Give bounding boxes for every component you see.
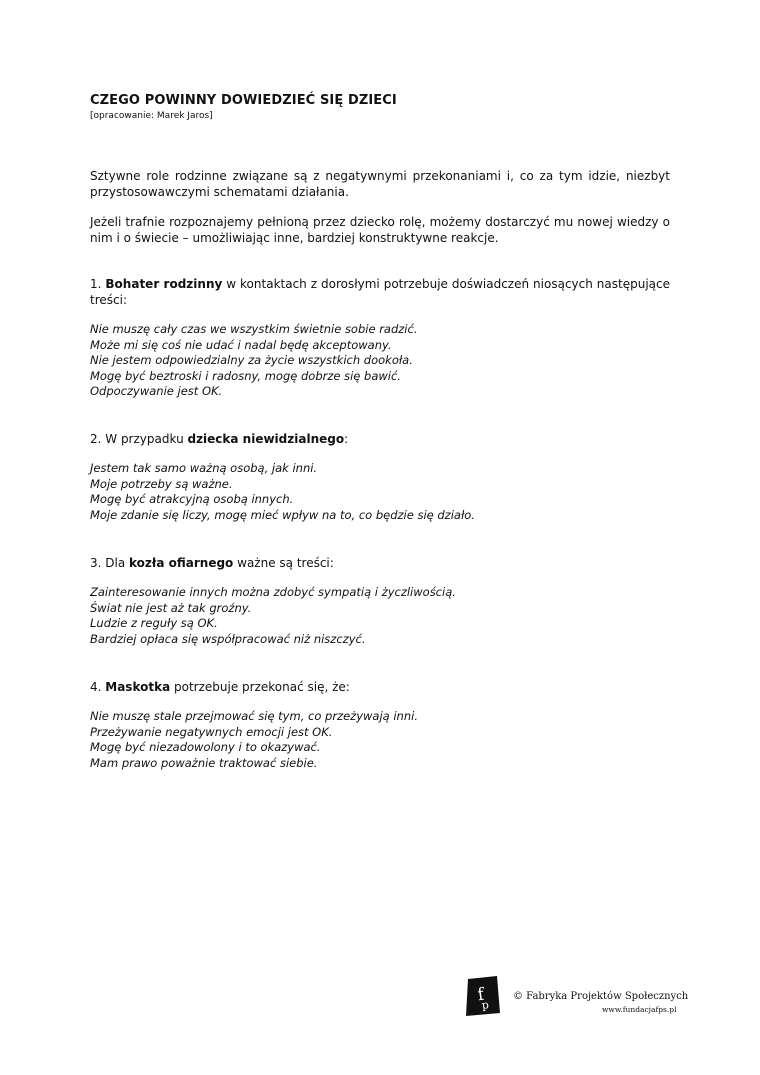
- section-3-heading-text: ważne są treści:: [233, 556, 334, 570]
- svg-text:f: f: [476, 984, 486, 1006]
- section-1-role: Bohater rodzinny: [105, 277, 223, 291]
- list-item: Nie jestem odpowiedzialny za życie wszystkich dookoła.: [90, 353, 413, 367]
- section-2-heading: [90, 431, 670, 447]
- section-3-role: kozła ofiarnego: [129, 556, 234, 570]
- list-item: Świat nie jest aż tak groźny.: [90, 600, 252, 615]
- section-3-prefix: 3. Dla: [90, 556, 130, 570]
- section-2-heading-text: :: [344, 432, 349, 446]
- page-title: CZEGO POWINNY DOWIEDZIEĆ SIĘ DZIECI: [90, 93, 397, 108]
- svg-text:p: p: [480, 998, 490, 1012]
- list-item: Może mi się coś nie udać i nadal będę akceptowany.: [90, 337, 392, 352]
- section-2-list: [90, 461, 475, 523]
- list-item: Bardziej opłaca się współpracować niż niszczyć.: [90, 631, 366, 646]
- section-2-role: dziecka niewidzialnego: [187, 432, 345, 446]
- list-item: Mogę być atrakcyjną osobą innych.: [90, 492, 294, 506]
- intro-paragraph-1: Sztywne role rodzinne związane są z negatywnymi przekonaniami i, co za tym idzie, niezbyt przystosowawczymi schematami działania.: [90, 169, 670, 199]
- list-item: Moje potrzeby są ważne.: [90, 476, 233, 491]
- section-2-prefix: 2. W przypadku: [90, 432, 188, 446]
- list-item: Mogę być niezadowolony i to okazywać.: [90, 740, 321, 754]
- section-1-heading: [90, 276, 670, 308]
- list-item: Mogę być beztroski i radosny, mogę dobrze się bawić.: [90, 368, 401, 383]
- footer-url: www.fundacjafps.pl: [602, 1005, 677, 1014]
- fps-logo-icon: [464, 976, 500, 1016]
- list-item: Ludzie z reguły są OK.: [90, 616, 218, 630]
- section-3-heading: [90, 555, 670, 571]
- list-item: Moje zdanie się liczy, mogę mieć wpływ na to, co będzie się działo.: [90, 507, 475, 522]
- list-item: Odpoczywanie jest OK.: [90, 384, 223, 398]
- section-4-heading-text: potrzebuje przekonać się, że:: [170, 680, 350, 694]
- footer-copyright: © Fabryka Projektów Społecznych: [513, 991, 689, 1002]
- section-1-number: 1.: [90, 277, 106, 291]
- section-4-prefix: 4.: [90, 680, 106, 694]
- list-item: Nie muszę stale przejmować się tym, co przeżywają inni.: [90, 709, 418, 723]
- list-item: Przeżywanie negatywnych emocji jest OK.: [90, 724, 333, 739]
- list-item: Jestem tak samo ważną osobą, jak inni.: [90, 461, 318, 475]
- section-3-list: [90, 585, 456, 647]
- section-4-role: Maskotka: [105, 680, 171, 694]
- author-note: [opracowanie: Marek Jaros]: [90, 111, 213, 121]
- section-4-list: [90, 709, 418, 771]
- section-1-heading-text: w kontaktach z dorosłymi potrzebuje doświadczeń niosących następujące treści:: [90, 277, 670, 307]
- list-item: Mam prawo poważnie traktować siebie.: [90, 755, 318, 770]
- section-1-list: [90, 322, 417, 400]
- section-4-heading: [90, 679, 670, 695]
- list-item: Nie muszę cały czas we wszystkim świetnie sobie radzić.: [90, 322, 418, 336]
- intro-paragraph-2: Jeżeli trafnie rozpoznajemy pełnioną przez dziecko rolę, możemy dostarczyć mu nowej wiedzy o nim i o świecie – umożliwiając inne, bardziej konstruktywne reakcje.: [90, 215, 670, 245]
- list-item: Zainteresowanie innych można zdobyć sympatią i życzliwością.: [90, 585, 456, 599]
